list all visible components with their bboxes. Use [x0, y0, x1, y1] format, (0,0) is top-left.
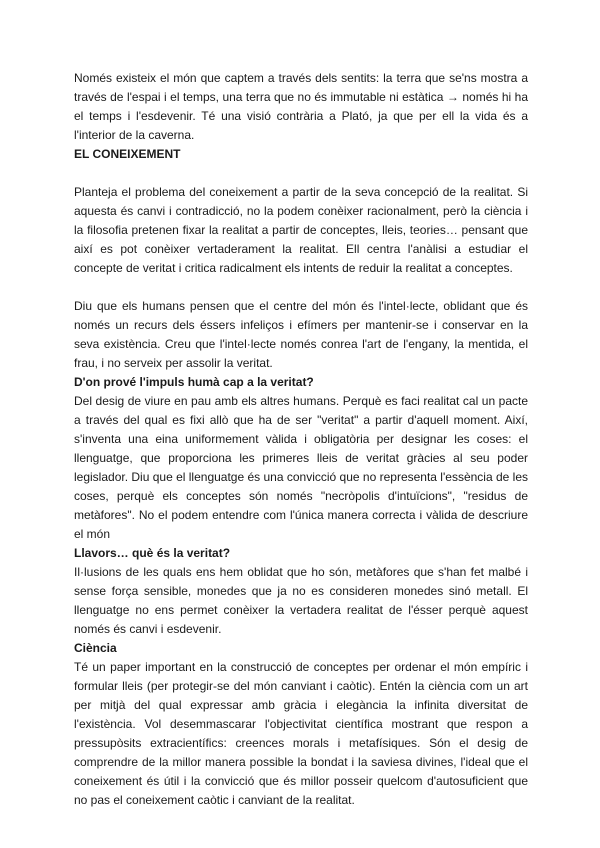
subsection-heading-2: Llavors… què és la veritat? — [74, 546, 231, 560]
subsection-heading-3: Ciència — [74, 641, 117, 655]
subsection-heading-1: D'on prové l'impuls humà cap a la veritat? — [74, 375, 314, 389]
intro-paragraph: Només existeix el món que captem a través dels sentits: la terra que se'ns mostra a través de l'espai i el temps, una terra que no és immutable ni estàtica → només hi ha el temps i l'esdevenir. Té una visió contrària a Plató, ja que per ell la vida és a l'interior de la caverna. — [74, 71, 528, 142]
subsection-body-2: Il·lusions de les quals ens hem oblidat que ho són, metàfores que s'han fet malbé i sense força sensible, monedes que ja no es consideren monedes sinó metall. El llenguatge no ens permet conèixer la vertadera realitat de l'ésser perquè aquest només és canvi i esdevenir. — [74, 565, 528, 636]
paragraph-1: Planteja el problema del coneixement a partir de la seva concepció de la realitat. Si aquesta és canvi i contradicció, no la podem conèixer racionalment, però la ciència i la filosofia pretenen fixar la realitat a partir de conceptes, lleis, teories… pensant que així es pot conèixer vertaderament la realitat. Ell centra l'anàlisi a estudiar el concepte de veritat i critica radicalment els intents de reduir la realitat a conceptes. — [74, 185, 528, 275]
document-page — [74, 69, 528, 810]
section-title: EL CONEIXEMENT — [74, 147, 181, 161]
subsection-body-3: Té un paper important en la construcció de conceptes per ordenar el món empíric i formular lleis (per protegir-se del món canviant i caòtic). Entén la ciència com un art per mitjà del qual expressar amb gràcia i elegància la infinita diversitat de l'existència. Vol desemmascarar l'objectivitat científica mostrant que respon a pressupòsits extracientífics: creences morals i metafísiques. Són el desig de comprendre de la millor manera possible la bondat i la saviesa divines, l'ideal que el coneixement és útil i la convicció que és millor posseir quelcom d'autosuficient que no pas el coneixement caòtic i canviant de la realitat. — [74, 660, 528, 807]
subsection-body-1: Del desig de viure en pau amb els altres humans. Perquè es faci realitat cal un pacte a través del qual es fixi allò que ha de ser "veritat" a partir d'aquell moment. Així, s'inventa una eina uniformement vàlida i obligatòria per designar les coses: el llenguatge, que proporciona les primeres lleis de veritat gràcies al seu poder legislador. Diu que el llenguatge és una convicció que no representa l'essència de les coses, perquè els conceptes són només "necròpolis d'intuïcions", "residus de metàfores". No el podem entendre com l'única manera correcta i vàlida de descriure el món — [74, 394, 528, 541]
paragraph-2: Diu que els humans pensen que el centre del món és l'intel·lecte, oblidant que és només un recurs dels éssers infeliços i efímers per mantenir-se i conservar en la seva existència. Creu que l'intel·lecte només conrea l'art de l'engany, la mentida, el frau, i no serveix per assolir la veritat. — [74, 299, 528, 370]
